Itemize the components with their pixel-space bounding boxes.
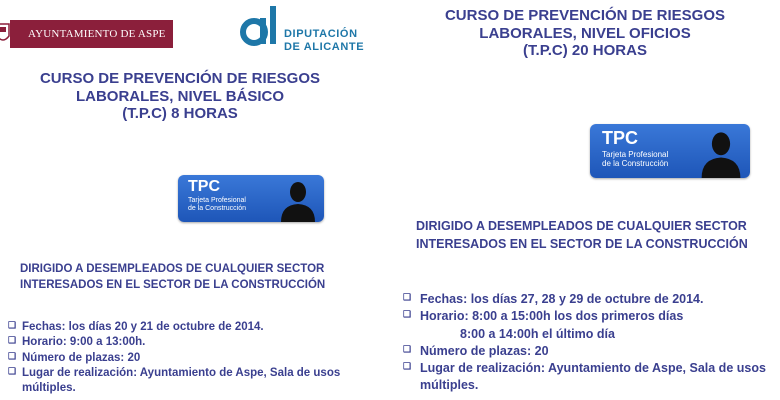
list-item-text: Número de plazas: 20 [420, 343, 549, 358]
square-bullet-icon: ❑ [403, 361, 412, 371]
list-item-continuation [8, 381, 360, 396]
list-item-text: múltiples. [420, 378, 479, 393]
right-tpc-subtitle [602, 151, 668, 169]
square-bullet-icon: ❑ [8, 365, 17, 376]
right-tpc-title: TPC [602, 128, 638, 148]
list-item-text: Fechas: los días 27, 28 y 29 de octubre de 2014. [420, 292, 704, 306]
right-title-line: LABORALES, NIVEL OFICIOS [479, 24, 691, 42]
list-item-text: Lugar de realización: Ayuntamiento de Aspe, Sala de usos [22, 366, 341, 379]
list-item-text: Horario: 8:00 a 15:00h los dos primeros días [420, 309, 684, 324]
diputacion-line2: DE ALICANTE [284, 41, 365, 54]
square-bullet-icon: ❑ [8, 350, 17, 361]
diputacion-line1: DIPUTACIÓN [284, 28, 358, 40]
worker-silhouette-icon [278, 179, 318, 222]
left-tpc-sub2: de la Construcción [188, 204, 246, 212]
left-tpc-card [178, 175, 324, 222]
aspe-name: AYUNTAMIENTO DE ASPE [28, 28, 166, 40]
list-item-text: Número de plazas: 20 [22, 351, 141, 364]
square-bullet-icon: ❑ [403, 292, 412, 302]
left-title-line: (T.P.C) 8 HORAS [122, 105, 238, 123]
right-target-line: INTERESADOS EN EL SECTOR DE LA CONSTRUCCIÓN [416, 236, 748, 251]
square-bullet-icon: ❑ [403, 309, 412, 320]
square-bullet-icon: ❑ [403, 343, 412, 354]
left-tpc-sub1: Tarjeta Profesional [188, 197, 246, 204]
diputacion-logo [240, 2, 380, 54]
square-bullet-icon: ❑ [8, 320, 17, 330]
left-tpc-title: TPC [188, 178, 220, 195]
list-item [8, 366, 360, 381]
left-details-list [8, 320, 360, 396]
list-item [8, 351, 360, 366]
aspe-band [10, 20, 173, 48]
left-title-line: LABORALES, NIVEL BÁSICO [75, 87, 285, 105]
list-item-text: Horario: 9:00 a 13:00h. [22, 336, 146, 349]
list-item [403, 291, 780, 308]
aspe-logo [0, 20, 180, 48]
square-bullet-icon: ❑ [8, 335, 17, 346]
diputacion-al-icon [240, 2, 280, 50]
left-title-line: CURSO DE PREVENCIÓN DE RIESGOS [39, 70, 321, 87]
list-item [403, 360, 780, 377]
list-item [8, 320, 360, 335]
right-tpc-sub2: de la Construcción [602, 158, 669, 168]
list-item [403, 343, 780, 360]
aspe-crest-icon [0, 22, 10, 44]
list-item-text: Lugar de realización: Ayuntamiento de Aspe, Sala de usos [420, 361, 766, 375]
list-item-continuation [403, 377, 780, 394]
left-tpc-subtitle [188, 197, 246, 212]
right-target-audience [416, 218, 748, 253]
right-details-list [403, 291, 780, 395]
right-course-title [400, 7, 770, 60]
list-item-text: Fechas: los días 20 y 21 de octubre de 2014. [22, 321, 264, 333]
right-tpc-sub1: Tarjeta Profesional [602, 150, 669, 159]
left-course-title [0, 70, 360, 123]
list-item [403, 308, 780, 325]
worker-silhouette-icon [698, 129, 744, 178]
left-target-line: INTERESADOS EN EL SECTOR DE LA CONSTRUCCIÓN [20, 278, 326, 291]
list-item-continuation [403, 326, 780, 343]
list-item [8, 335, 360, 350]
list-item-text: múltiples. [22, 382, 76, 395]
right-title-line: (T.P.C) 20 HORAS [523, 42, 647, 60]
left-target-line: DIRIGIDO A DESEMPLEADOS DE CUALQUIER SECTOR [20, 263, 325, 275]
right-tpc-card [590, 124, 750, 178]
right-target-line: DIRIGIDO A DESEMPLEADOS DE CUALQUIER SECTOR [416, 219, 747, 233]
right-title-line: CURSO DE PREVENCIÓN DE RIESGOS [444, 7, 726, 24]
list-item-text: 8:00 a 14:00h el último día [460, 326, 615, 341]
left-target-audience [20, 262, 325, 293]
